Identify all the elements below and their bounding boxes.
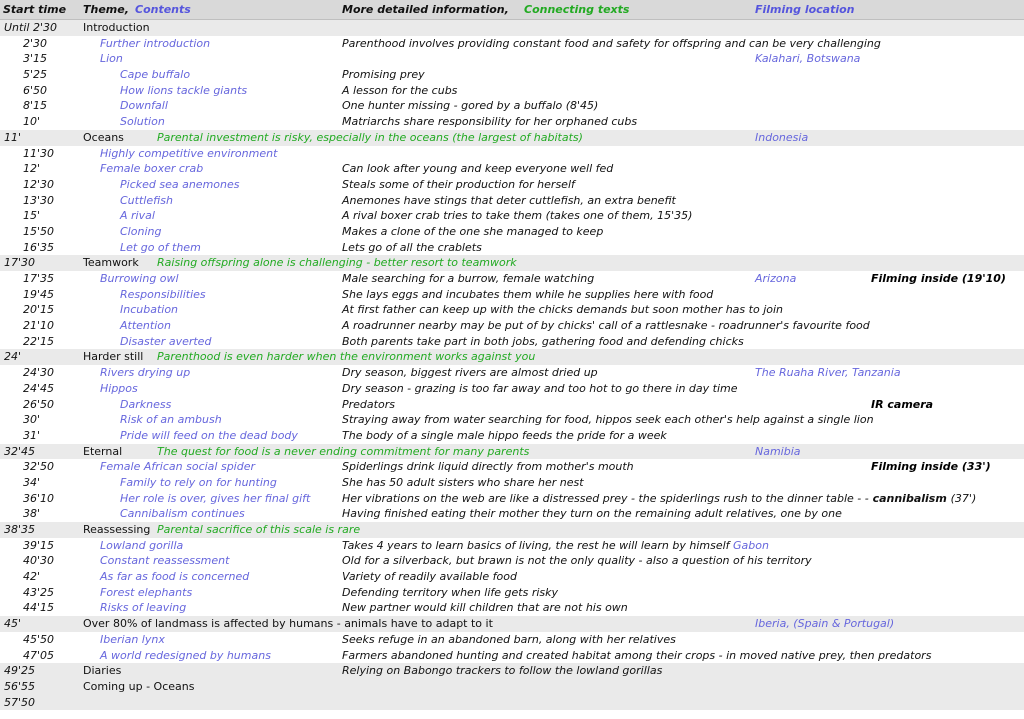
content-subtopic: Cannibalism continues <box>120 507 245 521</box>
content-topic: Rivers drying up <box>100 366 191 380</box>
content-subtopic: Cuttlefish <box>120 193 173 207</box>
connecting-text: The quest for food is a never ending commitment for many parents <box>157 444 530 458</box>
detail-text: Dry season, biggest rivers are almost dried up <box>342 366 598 380</box>
detail-text: Variety of readily available food <box>342 570 517 584</box>
table-row <box>0 224 1024 240</box>
start-time: 6'50 <box>23 83 48 97</box>
theme-label: Oceans <box>83 130 124 144</box>
start-time: 10' <box>23 115 41 129</box>
theme-label: Reassessing <box>83 523 151 536</box>
section-row <box>0 444 1024 460</box>
start-time: 49'25 <box>4 664 36 678</box>
detail-text: Both parents take part in both jobs, gathering food and defending chicks <box>342 334 744 348</box>
connecting-text: Parental sacrifice of this scale is rare <box>157 523 361 536</box>
content-topic: Hippos <box>100 381 138 395</box>
content-topic: Female boxer crab <box>100 162 204 176</box>
content-topic: Female African social spider <box>100 460 256 474</box>
theme-label: Diaries <box>83 664 122 678</box>
detail-text: Matriarchs share responsibility for her orphaned cubs <box>342 115 638 129</box>
header-start-time: Start time <box>3 3 67 16</box>
theme-label: Eternal <box>83 444 123 458</box>
section-row <box>0 616 1024 632</box>
filming-location: Indonesia <box>755 130 809 144</box>
detail-text: Spiderlings drink liquid directly from mother's mouth <box>342 460 634 474</box>
detail-text: Promising prey <box>342 68 425 82</box>
header-more-info: More detailed information, <box>342 3 509 16</box>
start-time: 32'50 <box>23 460 55 474</box>
start-time: 56'55 <box>4 679 36 693</box>
detail-text: A roadrunner nearby may be put of by chicks' call of a rattlesnake - roadrunner's favourite food <box>342 319 870 333</box>
connecting-text: Parental investment is risky, especially in the oceans (the largest of habitats) <box>157 130 583 144</box>
filming-location: Arizona <box>755 272 797 285</box>
content-subtopic: Risk of an ambush <box>120 413 222 427</box>
table-row <box>0 506 1024 522</box>
theme-label: Over 80% of landmass is affected by humans - animals have to adapt to it <box>83 617 493 631</box>
start-time: 44'15 <box>23 601 55 615</box>
detail-text: Straying away from water searching for food, hippos seek each other's help against a single lion <box>342 413 874 427</box>
table-row <box>0 177 1024 193</box>
content-subtopic: Darkness <box>120 397 172 411</box>
content-topic: Highly competitive environment <box>100 146 278 160</box>
start-time: 15'50 <box>23 224 55 238</box>
start-time: 21'10 <box>23 319 55 333</box>
content-topic: Burrowing owl <box>100 272 179 285</box>
start-time: 45' <box>4 617 22 631</box>
header-row <box>0 0 1024 20</box>
filming-note: Filming inside (19'10) <box>871 272 1006 285</box>
start-time: 3'15 <box>23 52 48 66</box>
start-time: 39'15 <box>23 538 55 552</box>
start-time: 11'30 <box>23 146 55 160</box>
detail-text: A rival boxer crab tries to take them (takes one of them, 15'35) <box>342 209 693 223</box>
content-subtopic: Let go of them <box>120 240 201 254</box>
filming-note: IR camera <box>871 397 934 411</box>
theme-label: Introduction <box>83 21 150 34</box>
section-row <box>0 255 1024 271</box>
table-row <box>0 83 1024 99</box>
detail-text: Her vibrations on the web are like a distressed prey - the spiderlings rush to the dinner table - - cannibalism (37') <box>342 491 977 505</box>
start-time: 26'50 <box>23 397 55 411</box>
start-time: 57'50 <box>4 695 36 709</box>
detail-text: New partner would kill children that are not his own <box>342 601 628 615</box>
content-subtopic: Responsibilities <box>120 287 206 301</box>
start-time: 31' <box>23 428 41 442</box>
start-time: 38' <box>23 507 41 521</box>
theme-label: Teamwork <box>83 256 139 270</box>
table-row <box>0 648 1024 664</box>
start-time: 24'45 <box>23 381 55 395</box>
section-row <box>0 522 1024 538</box>
content-topic: Further introduction <box>100 36 211 50</box>
content-subtopic: Her role is over, gives her final gift <box>120 491 311 505</box>
start-time: 47'05 <box>23 648 55 662</box>
table-row <box>0 98 1024 114</box>
start-time: 11' <box>4 130 22 144</box>
table-row <box>0 287 1024 303</box>
detail-text: Old for a silverback, but brawn is not the only quality - also a question of his territory <box>342 554 812 568</box>
detail-text: Having finished eating their mother they turn on the remaining adult relatives, one by one <box>342 507 842 521</box>
content-subtopic: Downfall <box>120 99 168 113</box>
table-row <box>0 193 1024 209</box>
table-row <box>0 146 1024 162</box>
content-topic: Forest elephants <box>100 585 193 599</box>
detail-text: Farmers abandoned hunting and created habitat among their crops - in moved native prey, then predators <box>342 648 932 662</box>
detail-text: Makes a clone of the one she managed to keep <box>342 224 604 238</box>
start-time: 15' <box>23 209 41 223</box>
filming-location-inline: Gabon <box>729 538 769 552</box>
content-subtopic: Pride will feed on the dead body <box>120 428 298 442</box>
header-connecting-texts: Connecting texts <box>524 3 630 16</box>
start-time: 19'45 <box>23 287 55 301</box>
section-row <box>0 130 1024 146</box>
start-time: 40'30 <box>23 554 55 568</box>
detail-tail: (37') <box>950 491 977 505</box>
section-row <box>0 695 1024 711</box>
filming-location: Kalahari, Botswana <box>755 52 861 66</box>
content-subtopic: Solution <box>120 115 165 129</box>
table-row <box>0 67 1024 83</box>
section-row <box>0 349 1024 365</box>
table-row <box>0 412 1024 428</box>
table-row <box>0 632 1024 648</box>
filming-note: Filming inside (33') <box>871 460 991 474</box>
detail-text: Male searching for a burrow, female watching <box>342 272 595 285</box>
start-time: 43'25 <box>23 585 55 599</box>
start-time: 24'30 <box>23 366 55 380</box>
table-row <box>0 161 1024 177</box>
table-row <box>0 475 1024 491</box>
detail-text: The body of a single male hippo feeds the pride for a week <box>342 428 667 442</box>
detail-text: Anemones have stings that deter cuttlefish, an extra benefit <box>342 193 676 207</box>
start-time: 22'15 <box>23 334 55 348</box>
start-time: 13'30 <box>23 193 55 207</box>
table-row <box>0 397 1024 413</box>
header-theme: Theme, <box>83 3 129 16</box>
detail-text: At first father can keep up with the chicks demands but soon mother has to join <box>342 303 784 317</box>
start-time: 38'35 <box>4 523 36 536</box>
detail-text: She has 50 adult sisters who share her nest <box>342 475 584 489</box>
content-subtopic: Picked sea anemones <box>120 177 240 191</box>
start-time: 45'50 <box>23 632 55 646</box>
start-time: Until 2'30 <box>4 21 57 34</box>
table-row <box>0 36 1024 52</box>
connecting-text: Raising offspring alone is challenging - better resort to teamwork <box>157 256 517 270</box>
filming-location: Namibia <box>755 444 801 458</box>
detail-text: Takes 4 years to learn basics of living, the rest he will learn by himself Gabon <box>342 538 769 552</box>
schedule-rows <box>0 20 1024 710</box>
start-time: 36'10 <box>23 491 55 505</box>
start-time: 34' <box>23 475 41 489</box>
table-row <box>0 240 1024 256</box>
content-topic: Lowland gorilla <box>100 538 184 552</box>
detail-text: She lays eggs and incubates them while he supplies here with food <box>342 287 714 301</box>
table-row <box>0 585 1024 601</box>
detail-text: Predators <box>342 397 395 411</box>
start-time: 12' <box>23 162 41 176</box>
start-time: 17'30 <box>4 256 36 270</box>
content-topic: Constant reassessment <box>100 554 230 568</box>
theme-label: Coming up - Oceans <box>83 679 195 693</box>
table-row <box>0 381 1024 397</box>
detail-text: Seeks refuge in an abandoned barn, along with her relatives <box>342 632 676 646</box>
table-row <box>0 365 1024 381</box>
detail-text: Defending territory when life gets risky <box>342 585 559 599</box>
start-time: 12'30 <box>23 177 55 191</box>
content-subtopic: Disaster averted <box>120 334 212 348</box>
content-subtopic: Cloning <box>120 224 162 238</box>
table-row <box>0 600 1024 616</box>
table-row <box>0 491 1024 507</box>
content-topic: A world redesigned by humans <box>100 648 271 662</box>
start-time: 8'15 <box>23 99 48 113</box>
content-topic: Risks of leaving <box>100 601 187 615</box>
filming-location: Iberia, (Spain & Portugal) <box>755 617 895 631</box>
content-subtopic: Attention <box>120 319 171 333</box>
table-row <box>0 538 1024 554</box>
detail-text: A lesson for the cubs <box>342 83 458 97</box>
start-time: 42' <box>23 570 41 584</box>
content-topic: Iberian lynx <box>100 632 165 646</box>
detail-text: Steals some of their production for herself <box>342 177 575 191</box>
connecting-text: Parenthood is even harder when the environment works against you <box>157 350 536 364</box>
theme-label: Harder still <box>83 350 144 364</box>
start-time: 16'35 <box>23 240 55 254</box>
content-subtopic: A rival <box>120 209 155 223</box>
content-topic: Lion <box>100 52 123 66</box>
content-topic: As far as food is concerned <box>100 570 250 584</box>
detail-text: One hunter missing - gored by a buffalo (8'45) <box>342 99 599 113</box>
table-row <box>0 208 1024 224</box>
start-time: 2'30 <box>23 36 48 50</box>
content-subtopic: Incubation <box>120 303 179 317</box>
header-contents: Contents <box>135 3 191 16</box>
table-row <box>0 302 1024 318</box>
start-time: 20'15 <box>23 303 55 317</box>
section-row <box>0 20 1024 36</box>
start-time: 24' <box>4 350 22 364</box>
table-row <box>0 428 1024 444</box>
start-time: 5'25 <box>23 68 48 82</box>
header-filming-location: Filming location <box>755 3 855 16</box>
detail-text: Can look after young and keep everyone well fed <box>342 162 614 176</box>
table-row <box>0 553 1024 569</box>
detail-text: Dry season - grazing is too far away and too hot to go there in day time <box>342 381 738 395</box>
content-subtopic: Cape buffalo <box>120 68 191 82</box>
table-row <box>0 271 1024 287</box>
start-time: 17'35 <box>23 272 55 285</box>
detail-text: Relying on Babongo trackers to follow the lowland gorillas <box>342 664 663 678</box>
section-row <box>0 679 1024 695</box>
detail-text: Lets go of all the crablets <box>342 240 482 254</box>
table-row <box>0 459 1024 475</box>
table-row <box>0 334 1024 350</box>
filming-location: The Ruaha River, Tanzania <box>755 366 901 380</box>
detail-emphasis: cannibalism <box>868 491 951 505</box>
table-row <box>0 569 1024 585</box>
detail-text: Parenthood involves providing constant food and safety for offspring and can be very challenging <box>342 36 881 50</box>
start-time: 32'45 <box>4 444 36 458</box>
section-row <box>0 663 1024 679</box>
content-subtopic: How lions tackle giants <box>120 83 248 97</box>
start-time: 30' <box>23 413 41 427</box>
content-subtopic: Family to rely on for hunting <box>120 475 277 489</box>
table-row <box>0 114 1024 130</box>
table-row <box>0 318 1024 334</box>
table-row <box>0 51 1024 67</box>
